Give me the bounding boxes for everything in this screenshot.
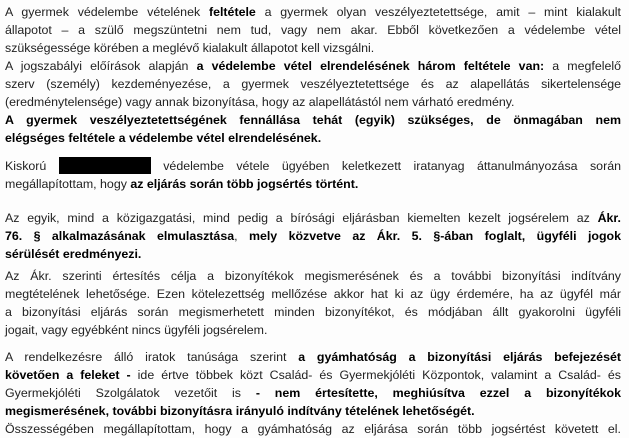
text-run: jogait, vagy egyébként nincs ügyféli jogsérelem. <box>5 323 268 337</box>
bold-text-run: - nem értesítette, meghiúsítva ezzel a bizonyítékok <box>255 386 621 400</box>
text-run: A rendelkezésre álló iratok tanúsága szerint <box>5 350 299 364</box>
text-line <box>5 39 621 57</box>
text-line <box>5 267 621 285</box>
text-run: Kiskorú <box>5 159 59 173</box>
text-line <box>5 209 621 227</box>
paragraph-5 <box>5 209 621 263</box>
text-line <box>5 420 621 438</box>
text-run: megtételének lehetősége. Ezen kötelezettség mellőzése akkor hat ki az ügy érdemére, ha az ügyfél már <box>5 287 621 301</box>
bold-text-run: mely közvetve az Ákr. 5. §-ában foglalt, ügyféli jogok <box>248 229 621 243</box>
text-line <box>5 3 621 21</box>
text-line <box>5 57 621 75</box>
bold-text-run: az eljárás során több jogsértés történt. <box>130 177 359 191</box>
text-run: megállapítottam, hogy <box>5 177 131 191</box>
text-line <box>5 227 621 245</box>
paragraph-2 <box>5 57 621 111</box>
document-body <box>5 3 621 420</box>
text-run: a bizonyítási eljárás során megismerhetett minden bizonyítékot, és módjában állt gyakorolni ügyféli <box>5 305 621 319</box>
text-run: Gyermekjóléti Szolgálatok vezetőit is <box>5 386 256 400</box>
text-run: (eredménytelensége) vagy annak bizonyítása, hogy az alapellátástól nem várható eredmény. <box>5 95 515 109</box>
text-run: állapotot – a szülő megszüntetni nem tud, vagy nem akar. Ebből következően a védelembe vétel <box>5 23 621 37</box>
paragraph-7 <box>5 348 621 420</box>
text-run: szükségessége körében a meglévő kialakult állapotot kell vizsgálni. <box>5 41 375 55</box>
bold-text-run: a védelembe vétel elrendelésének három feltétele van: <box>196 59 545 73</box>
text-line <box>5 111 621 129</box>
text-run: Az egyik, mind a közigazgatási, mind pedig a bírósági eljárásban kiemelten kezelt jogsérelem az <box>5 211 598 225</box>
text-line <box>5 245 621 263</box>
redaction-box <box>59 157 151 174</box>
bold-text-run: 76. § alkalmazásának elmulasztása <box>5 229 235 243</box>
text-line <box>5 348 621 366</box>
paragraph-4 <box>5 157 621 193</box>
text-run: védelembe vétele ügyében keletkezett iratanyag áttanulmányozása során <box>150 159 621 173</box>
text-line <box>5 157 621 175</box>
text-line <box>5 93 621 111</box>
bold-text-run: A gyermek veszélyeztetettségének fennállása tehát (egyik) szükséges, de önmagában nem <box>5 113 621 127</box>
bold-text-run: elégséges feltétele a védelembe vétel elrendelésének. <box>5 131 322 145</box>
paragraph-3 <box>5 111 621 147</box>
text-line <box>5 402 621 420</box>
bold-text-run: követően a feleket - <box>5 368 131 382</box>
text-run: A jogszabályi előírások alapján <box>5 59 197 73</box>
bold-text-run: feltétele <box>208 5 256 19</box>
paragraph-1 <box>5 3 621 57</box>
partial-line <box>5 420 621 436</box>
text-line <box>5 129 621 147</box>
partial-line-text: Összességében megállapítottam, hogy a gyámhatóság az eljárása során több jogsértést követett el. <box>5 422 621 436</box>
text-line <box>5 384 621 402</box>
text-line <box>5 21 621 39</box>
text-line <box>5 321 621 339</box>
text-run: a megfelelő <box>544 59 621 73</box>
bold-text-run: Ákr. <box>597 211 621 225</box>
text-run: , <box>234 229 249 243</box>
paragraph-6 <box>5 267 621 339</box>
text-run: Az Ákr. szerinti értesítés célja a bizonyítékok megismerésének és a további bizonyítási indítvány <box>5 269 621 283</box>
text-line <box>5 285 621 303</box>
bold-text-run: sérülését eredményezi. <box>5 247 142 261</box>
bold-text-run: a gyámhatóság a bizonyítási eljárás befejezését <box>298 350 621 364</box>
text-line <box>5 175 621 193</box>
text-run: szerv (személy) kezdeményezése, a gyermek veszélyeztetettsége és az alapellátás sikertelensége <box>5 77 621 91</box>
text-line <box>5 75 621 93</box>
text-run: ide értve többek közt Család- és Gyermekjóléti Központok, valamint a Család- és <box>130 368 621 382</box>
text-line <box>5 303 621 321</box>
bold-text-run: megismerésének, további bizonyításra irányuló indítvány tételének lehetőségét. <box>5 404 475 418</box>
text-run: a gyermek olyan veszélyeztetettsége, amit – mint kialakult <box>255 5 621 19</box>
text-line <box>5 366 621 384</box>
text-run: A gyermek védelembe vételének <box>5 5 209 19</box>
